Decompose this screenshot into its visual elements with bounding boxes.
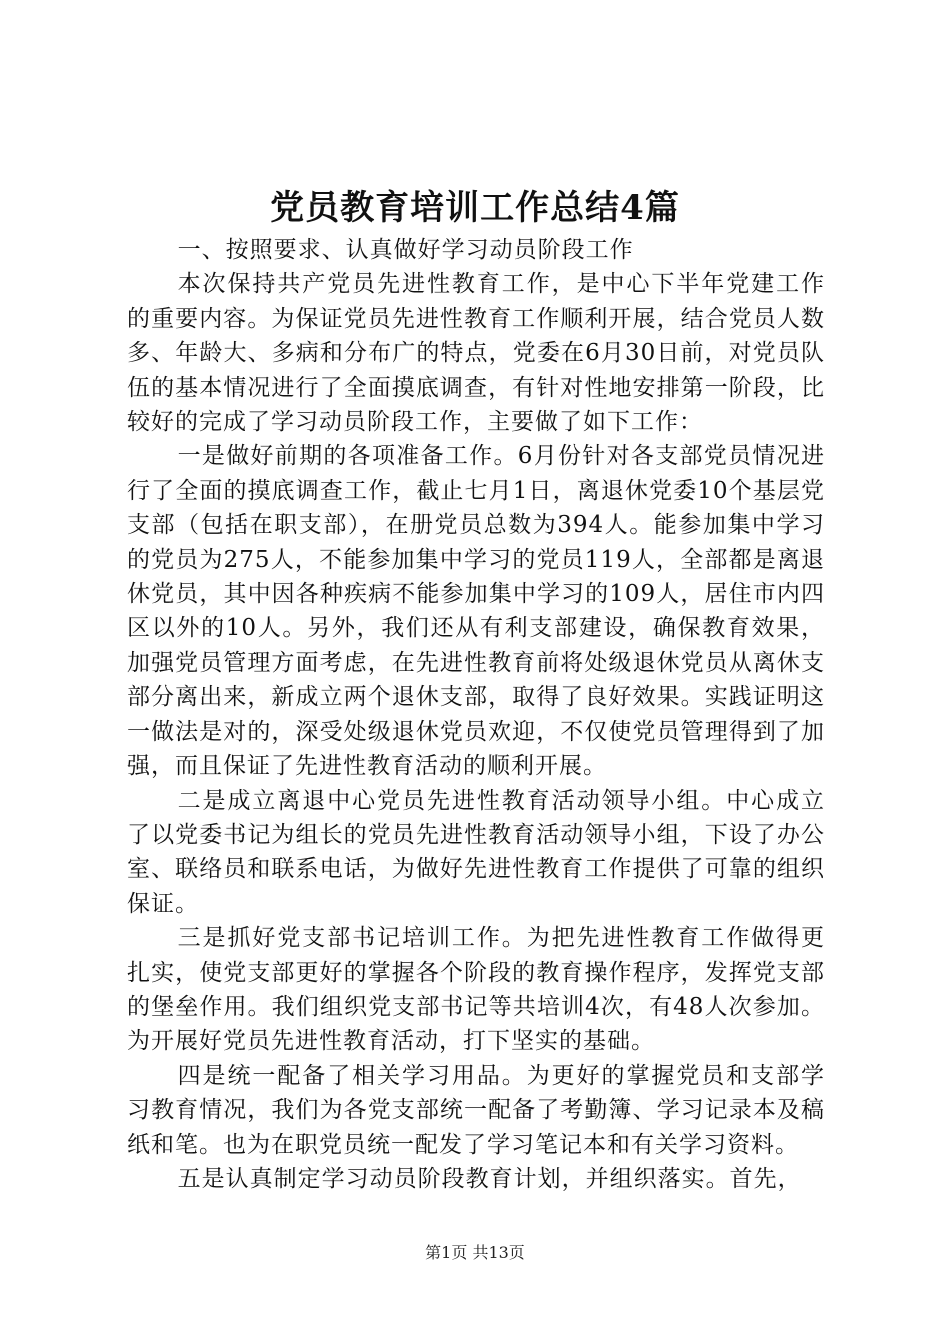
document-title: 党员教育培训工作总结4篇 — [270, 188, 680, 228]
paragraph: 二是成立离退中心党员先进性教育活动领导小组。中心成立了以党委书记为组长的党员先进性教育活动领导小组，下设了办公室、联络员和联系电话，为做好先进性教育工作提供了可靠的组织保证。 — [127, 787, 825, 917]
paragraph: 四是统一配备了相关学习用品。为更好的掌握党员和支部学习教育情况，我们为各党支部统一配备了考勤簿、学习记录本及稿纸和笔。也为在职党员统一配发了学习笔记本和有关学习资料。 — [127, 1062, 825, 1158]
paragraph: 五是认真制定学习动员阶段教育计划，并组织落实。首先， — [177, 1165, 802, 1192]
page-number-footer: 第1页 共13页 — [425, 1243, 525, 1262]
paragraph: 三是抓好党支部书记培训工作。为把先进性教育工作做得更扎实，使党支部更好的掌握各个阶段的教育操作程序，发挥党支部的堡垒作用。我们组织党支部书记等共培训4次，有48人次参加。为开展好党员先进性教育活动，打下坚实的基础。 — [127, 925, 825, 1055]
document-body — [127, 233, 825, 1196]
paragraph: 本次保持共产党员先进性教育工作，是中心下半年党建工作的重要内容。为保证党员先进性教育工作顺利开展，结合党员人数多、年龄大、多病和分布广的特点，党委在6月30日前，对党员队伍的基本情况进行了全面摸底调查，有针对性地安排第一阶段，比较好的完成了学习动员阶段工作，主要做了如下工作： — [127, 271, 825, 436]
section-heading: 一、按照要求、认真做好学习动员阶段工作 — [177, 237, 634, 263]
paragraph: 一是做好前期的各项准备工作。6月份针对各支部党员情况进行了全面的摸底调查工作，截止七月1日，离退休党委10个基层党支部（包括在职支部），在册党员总数为394人。能参加集中学习的党员为275人，不能参加集中学习的党员119人，全部都是离退休党员，其中因各种疾病不能参加集中学习的109人，居住市内四区以外的10人。另外，我们还从有利支部建设，确保教育效果，加强党员管理方面考虑，在先进性教育前将处级退休党员从离休支部分离出来，新成立两个退休支部，取得了良好效果。实践证明这一做法是对的，深受处级退休党员欢迎，不仅使党员管理得到了加强，而且保证了先进性教育活动的顺利开展。 — [127, 443, 825, 780]
